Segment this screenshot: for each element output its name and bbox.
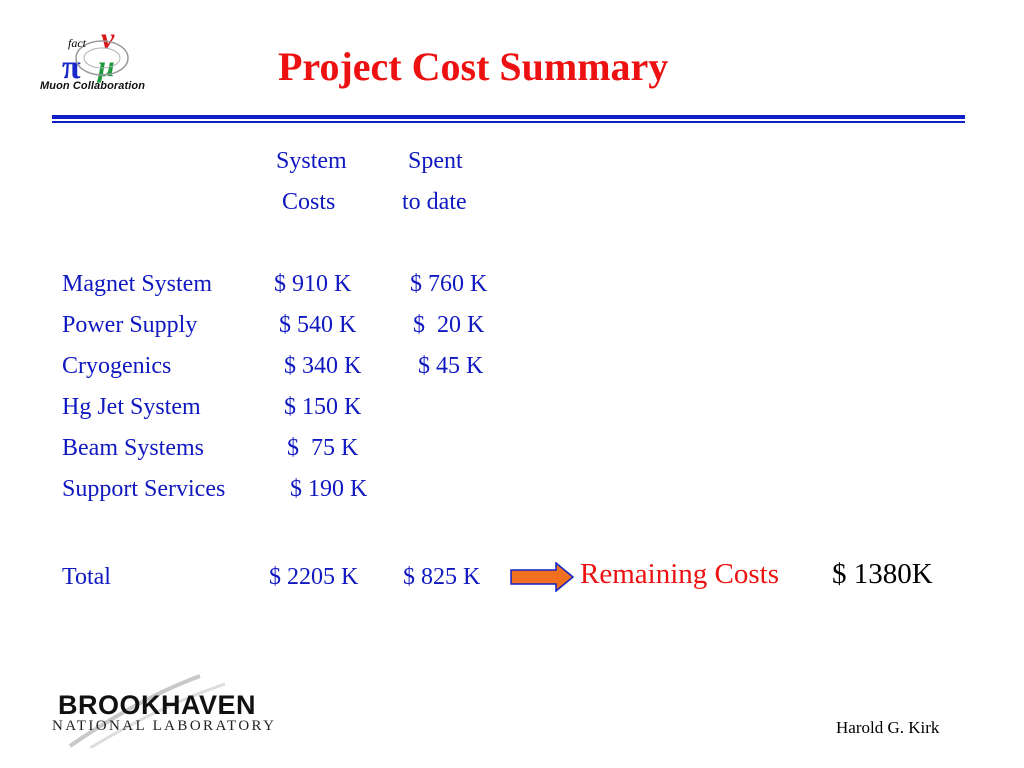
total-spent: $ 825 K bbox=[403, 564, 481, 590]
header-system-line1: System bbox=[276, 148, 347, 174]
row-spent: $ 45 K bbox=[418, 353, 484, 379]
logo-caption: Muon Collaboration bbox=[40, 80, 146, 92]
header-system-line2: Costs bbox=[282, 189, 336, 215]
row-spent: $ 20 K bbox=[413, 312, 485, 338]
total-label: Total bbox=[62, 564, 111, 590]
svg-text:ν: ν bbox=[101, 24, 115, 55]
svg-text:μ: μ bbox=[98, 50, 115, 83]
row-system-cost: $ 75 K bbox=[287, 435, 359, 461]
header-rule-thick bbox=[52, 115, 965, 119]
row-system-cost: $ 540 K bbox=[279, 312, 357, 338]
row-system-cost: $ 340 K bbox=[284, 353, 362, 379]
header-rule-thin bbox=[52, 121, 965, 123]
svg-text:π: π bbox=[62, 49, 81, 86]
row-spent: $ 760 K bbox=[410, 271, 488, 297]
page-title: Project Cost Summary bbox=[278, 44, 669, 89]
remaining-costs-value: $ 1380K bbox=[832, 558, 933, 590]
total-system-cost: $ 2205 K bbox=[269, 564, 359, 590]
muon-collaboration-logo bbox=[38, 24, 162, 98]
brookhaven-logo bbox=[50, 668, 280, 748]
bnl-subtitle: NATIONAL LABORATORY bbox=[52, 718, 277, 734]
row-label: Beam Systems bbox=[62, 435, 204, 461]
row-system-cost: $ 190 K bbox=[290, 476, 368, 502]
row-system-cost: $ 150 K bbox=[284, 394, 362, 420]
author-name: Harold G. Kirk bbox=[836, 718, 940, 737]
right-arrow-icon bbox=[510, 562, 574, 592]
row-label: Hg Jet System bbox=[62, 394, 201, 420]
row-system-cost: $ 910 K bbox=[274, 271, 352, 297]
bnl-name: BROOKHAVEN bbox=[58, 690, 257, 720]
row-label: Magnet System bbox=[62, 271, 212, 297]
row-label: Power Supply bbox=[62, 312, 198, 338]
header-spent-line1: Spent bbox=[408, 148, 463, 174]
header-spent-line2: to date bbox=[402, 189, 467, 215]
row-label: Cryogenics bbox=[62, 353, 172, 379]
remaining-costs-label: Remaining Costs bbox=[580, 558, 779, 590]
logo-factory-text: fact bbox=[68, 36, 86, 50]
row-label: Support Services bbox=[62, 476, 226, 502]
